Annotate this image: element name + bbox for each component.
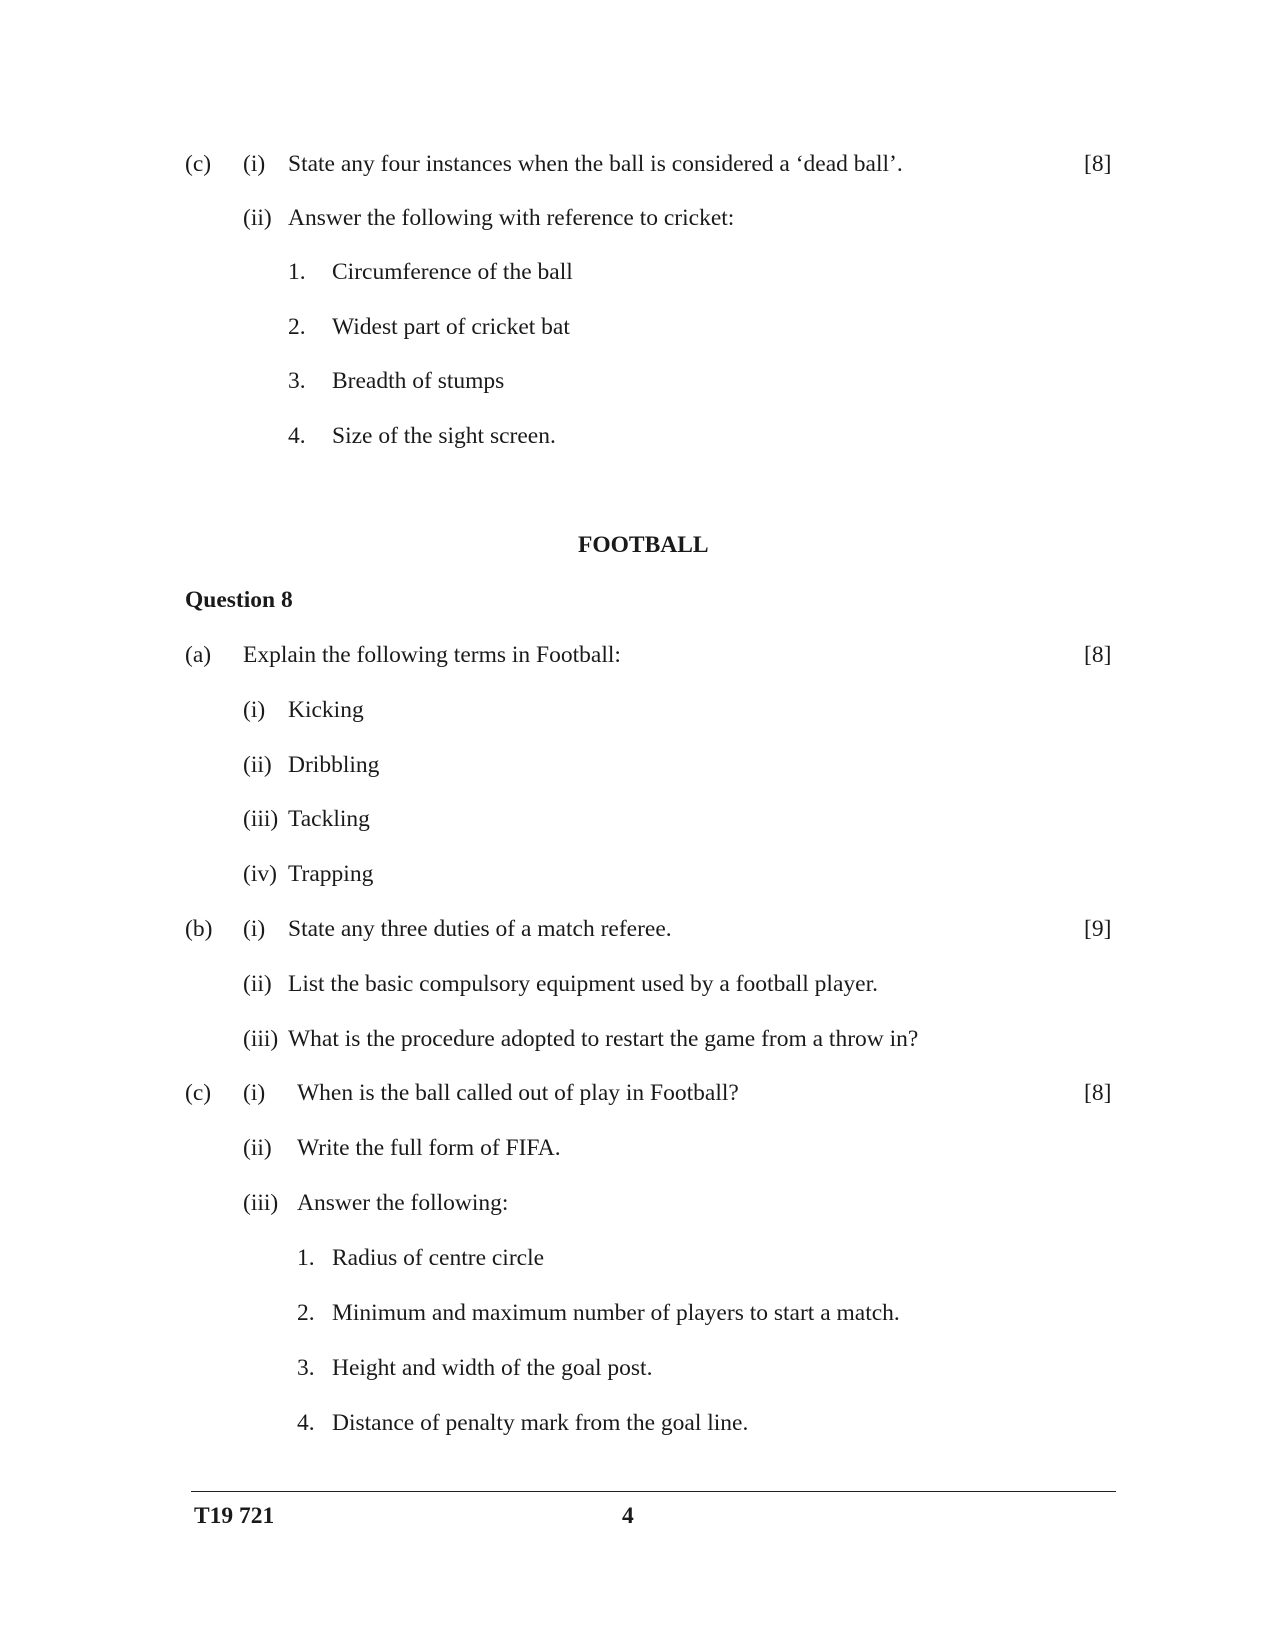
list-item: Minimum and maximum number of players to start a match. — [332, 1300, 900, 1326]
list-item: Tackling — [288, 806, 370, 832]
footer-divider — [191, 1491, 1116, 1492]
subpart-label-i: (i) — [243, 1080, 266, 1106]
page-number: 4 — [622, 1503, 634, 1529]
subpart-label-iii: (iii) — [243, 1190, 279, 1216]
list-item-number: 2. — [288, 314, 306, 340]
paper-code: T19 721 — [194, 1503, 275, 1529]
list-item: Widest part of cricket bat — [332, 314, 570, 340]
question-text: List the basic compulsory equipment used by a football player. — [288, 971, 878, 997]
part-label-b: (b) — [185, 916, 213, 942]
question-text: State any four instances when the ball is considered a ‘dead ball’. — [288, 151, 903, 177]
subpart-label-iii: (iii) — [243, 1026, 279, 1052]
list-item: Kicking — [288, 697, 364, 723]
question-text: Explain the following terms in Football: — [243, 642, 621, 668]
part-label-a: (a) — [185, 642, 212, 668]
list-item-number: 4. — [297, 1410, 315, 1436]
subpart-label-ii: (ii) — [243, 971, 272, 997]
question-title: Question 8 — [185, 587, 293, 613]
marks: [8] — [1084, 1080, 1112, 1106]
part-label-c: (c) — [185, 151, 212, 177]
marks: [8] — [1084, 642, 1112, 668]
list-item-number: 3. — [297, 1355, 315, 1381]
list-item: Size of the sight screen. — [332, 423, 556, 449]
list-item-number: (iv) — [243, 861, 277, 887]
list-item: Height and width of the goal post. — [332, 1355, 653, 1381]
section-title: FOOTBALL — [578, 532, 709, 558]
subpart-label-i: (i) — [243, 916, 266, 942]
list-item: Circumference of the ball — [332, 259, 573, 285]
list-item: Distance of penalty mark from the goal line. — [332, 1410, 749, 1436]
question-text: Write the full form of FIFA. — [297, 1135, 561, 1161]
part-label-c: (c) — [185, 1080, 212, 1106]
question-text: Answer the following: — [297, 1190, 509, 1216]
list-item: Trapping — [288, 861, 374, 887]
list-item: Radius of centre circle — [332, 1245, 545, 1271]
marks: [9] — [1084, 916, 1112, 942]
subpart-label-ii: (ii) — [243, 205, 272, 231]
list-item: Dribbling — [288, 752, 380, 778]
list-item-number: (i) — [243, 697, 266, 723]
list-item-number: 1. — [297, 1245, 315, 1271]
subpart-label-i: (i) — [243, 151, 266, 177]
list-item-number: 1. — [288, 259, 306, 285]
list-item-number: 3. — [288, 368, 306, 394]
question-text: What is the procedure adopted to restart the game from a throw in? — [288, 1026, 919, 1052]
marks: [8] — [1084, 151, 1112, 177]
list-item-number: 2. — [297, 1300, 315, 1326]
list-item-number: 4. — [288, 423, 306, 449]
list-item-number: (ii) — [243, 752, 272, 778]
question-text: Answer the following with reference to cricket: — [288, 205, 735, 231]
question-text: State any three duties of a match referee. — [288, 916, 672, 942]
subpart-label-ii: (ii) — [243, 1135, 272, 1161]
list-item-number: (iii) — [243, 806, 279, 832]
question-text: When is the ball called out of play in Football? — [297, 1080, 739, 1106]
list-item: Breadth of stumps — [332, 368, 505, 394]
